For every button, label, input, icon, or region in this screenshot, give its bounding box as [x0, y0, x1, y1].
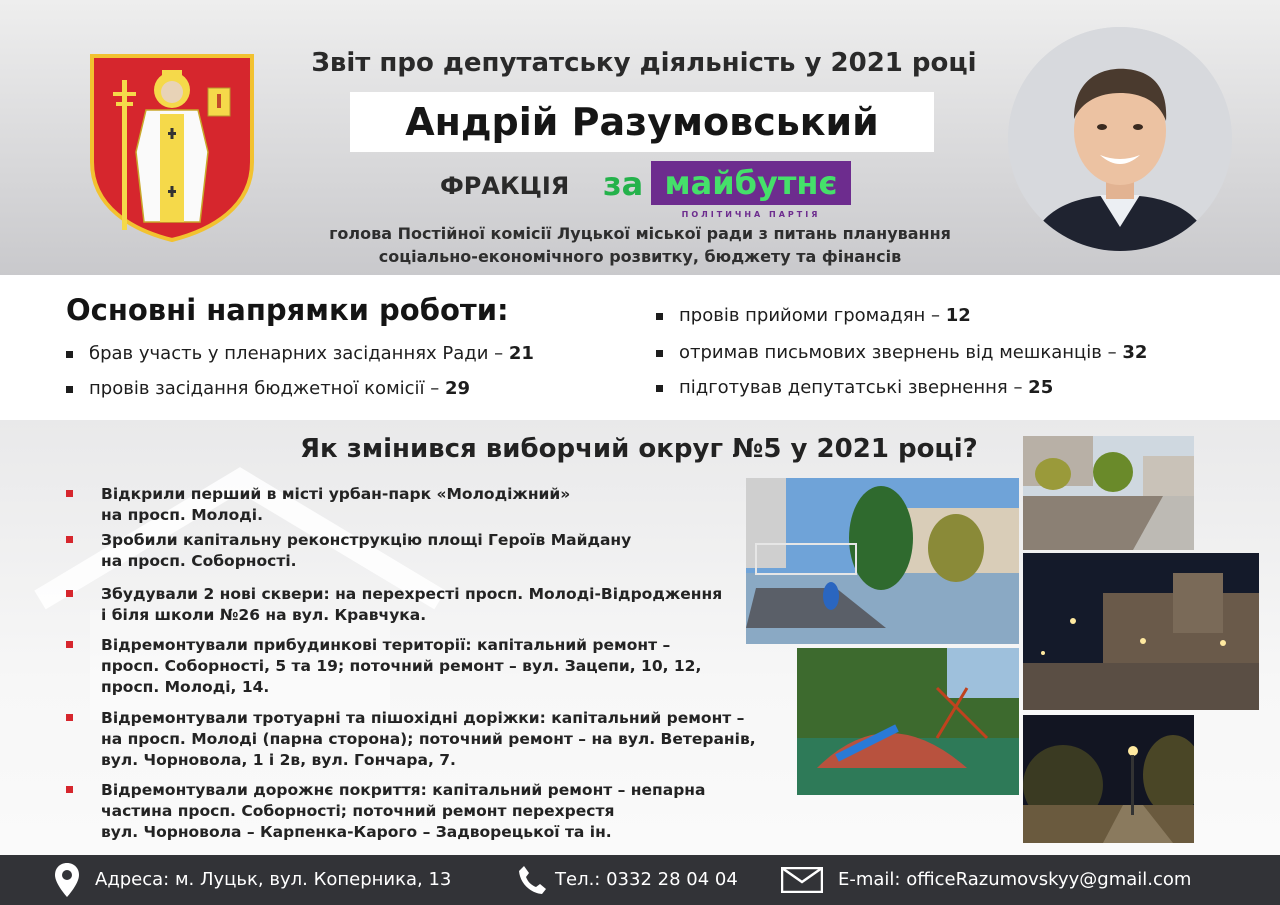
bullet-square-icon	[656, 350, 663, 357]
achievement-line: на просп. Молоді.	[101, 506, 263, 524]
footer-phone[interactable]: Тел.: 0332 28 04 04	[555, 869, 738, 890]
direction-value: 12	[945, 305, 971, 326]
work-directions-section	[0, 275, 1280, 420]
bullet-square-icon	[66, 490, 73, 497]
footer-address: Адреса: м. Луцьк, вул. Коперника, 13	[95, 869, 452, 890]
achievement-line: Відкрили перший в місті урбан-парк «Молодіжний»	[101, 485, 571, 503]
night-square-photo	[1023, 553, 1259, 710]
direction-value: 32	[1122, 342, 1148, 363]
district-changes-section	[0, 420, 1280, 855]
bullet-square-icon	[656, 313, 663, 320]
bullet-square-icon	[66, 386, 73, 393]
bullet-square-icon	[66, 590, 73, 597]
achievement-item	[66, 780, 766, 843]
direction-item	[66, 378, 470, 399]
direction-value: 25	[1028, 377, 1054, 398]
report-title: Звіт про депутатську діяльність у 2021 році	[311, 48, 977, 78]
square-renovation-photo	[1023, 436, 1194, 550]
achievement-line: частина просп. Соборності; поточний ремонт перехрестя	[101, 802, 615, 820]
party-logo-subtitle: ПОЛІТИЧНА ПАРТІЯ	[681, 210, 821, 219]
party-logo-prefix: за	[603, 165, 644, 203]
deputy-role-line: голова Постійної комісії Луцької міської ради з питань планування	[329, 224, 951, 243]
location-pin-icon	[55, 863, 79, 897]
achievement-item	[66, 484, 766, 526]
achievement-line: вул. Чорновола – Карпенка-Карого – Задворецької та ін.	[101, 823, 612, 841]
party-logo	[601, 161, 853, 221]
contact-footer	[0, 855, 1280, 905]
achievement-item	[66, 708, 766, 771]
direction-value: 29	[445, 378, 471, 399]
direction-text: підготував депутатські звернення –	[679, 377, 1029, 398]
faction-label: ФРАКЦІЯ	[440, 172, 570, 200]
playground-photo	[797, 648, 1019, 795]
achievement-line: просп. Молоді, 14.	[101, 678, 270, 696]
bullet-square-icon	[66, 714, 73, 721]
bullet-square-icon	[66, 641, 73, 648]
deputy-role	[300, 222, 980, 268]
direction-text: провів засідання бюджетної комісії –	[89, 378, 445, 399]
achievement-line: і біля школи №26 на вул. Кравчука.	[101, 606, 427, 624]
work-directions-title: Основні напрямки роботи:	[66, 293, 509, 327]
direction-item	[66, 343, 534, 364]
direction-item	[656, 342, 1147, 363]
direction-text: отримав письмових звернень від мешканців –	[679, 342, 1123, 363]
footer-email[interactable]: E-mail: officeRazumovskyy@gmail.com	[838, 869, 1192, 890]
achievement-line: Відремонтували дорожнє покриття: капітальний ремонт – непарна	[101, 781, 706, 799]
direction-item	[656, 305, 971, 326]
deputy-name: Андрій Разумовський	[350, 92, 934, 152]
achievement-item	[66, 584, 766, 626]
district-title: Як змінився виборчий округ №5 у 2021 році?	[300, 434, 978, 464]
achievement-line: на просп. Молоді (парна сторона); поточний ремонт – на вул. Ветеранів,	[101, 730, 756, 748]
achievement-item	[66, 530, 766, 572]
bullet-square-icon	[66, 786, 73, 793]
phone-icon	[518, 865, 546, 895]
bullet-square-icon	[66, 351, 73, 358]
header-banner	[0, 0, 1280, 275]
night-alley-photo	[1023, 715, 1194, 843]
achievement-line: вул. Чорновола, 1 і 2в, вул. Гончара, 7.	[101, 751, 456, 769]
deputy-role-line: соціально-економічного розвитку, бюджету та фінансів	[378, 247, 902, 266]
party-logo-main: майбутнє	[651, 161, 851, 205]
bullet-square-icon	[66, 536, 73, 543]
urban-park-skatepark-photo	[746, 478, 1019, 644]
direction-value: 21	[508, 343, 534, 364]
achievement-line: Зробили капітальну реконструкцію площі Героїв Майдану	[101, 531, 632, 549]
achievement-line: Збудували 2 нові сквери: на перехресті просп. Молоді-Відродження	[101, 585, 723, 603]
direction-text: брав участь у пленарних засіданнях Ради –	[89, 343, 509, 364]
achievement-line: Відремонтували прибудинкові території: капітальний ремонт –	[101, 636, 671, 654]
deputy-portrait-photo	[1008, 27, 1232, 251]
envelope-icon	[781, 867, 823, 893]
bullet-square-icon	[656, 385, 663, 392]
direction-text: провів прийоми громадян –	[679, 305, 946, 326]
direction-item	[656, 377, 1053, 398]
achievement-item	[66, 635, 766, 698]
achievement-line: на просп. Соборності.	[101, 552, 297, 570]
achievement-line: Відремонтували тротуарні та пішохідні доріжки: капітальний ремонт –	[101, 709, 745, 727]
lutsk-coat-of-arms-icon	[88, 52, 256, 242]
achievement-line: просп. Соборності, 5 та 19; поточний ремонт – вул. Зацепи, 10, 12,	[101, 657, 702, 675]
